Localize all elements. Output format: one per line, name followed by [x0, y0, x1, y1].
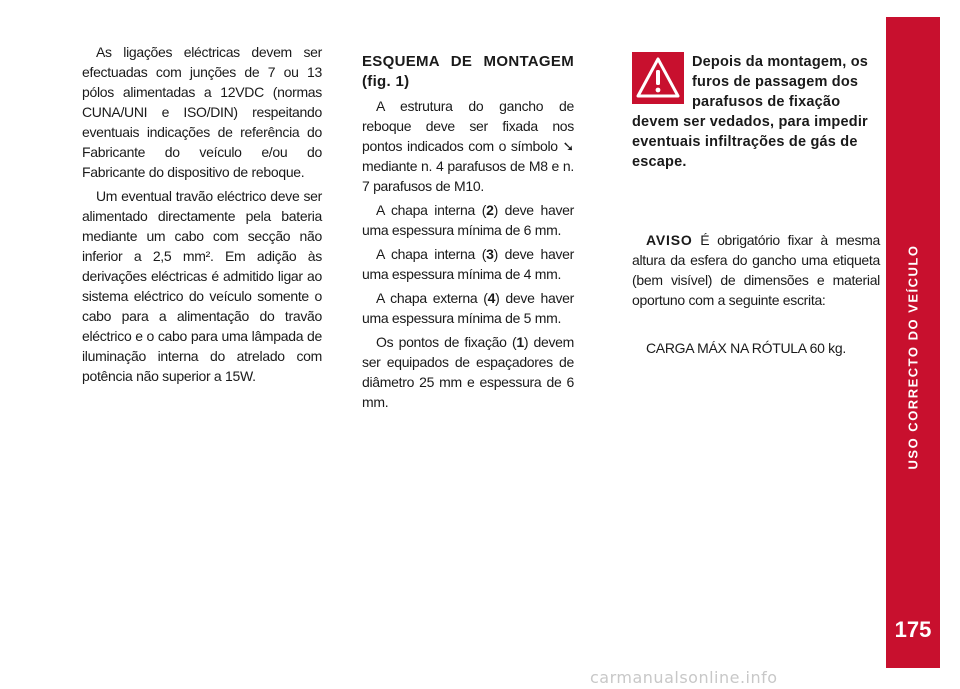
page-number: 175 — [894, 617, 932, 642]
column-left — [82, 42, 322, 386]
watermark: carmanualsonline.info — [590, 668, 778, 687]
paragraph-electrical-connections: As ligações eléctricas devem ser efectuadas com junções de 7 ou 13 pólos alimentadas a 12VDC (normas CUNA/UNI e ISO/DIN) respeitando eventuais indicações de referência do Fabricante do veículo e/ou do Fabricante do dispositivo de reboque. — [82, 44, 322, 180]
paragraph-fixing-points: Os pontos de fixação (1) devem ser equipados de espaçadores de diâmetro 25 mm e espessura de 6 mm. — [362, 334, 574, 410]
paragraph-plate-3: A chapa interna (3) deve haver uma espessura mínima de 4 mm. — [362, 246, 574, 282]
column-middle — [362, 52, 574, 412]
warning-box — [632, 52, 880, 172]
paragraph-electric-brake: Um eventual travão eléctrico deve ser alimentado directamente pela bateria mediante um cabo com secção não inferior a 2,5 mm². Em adição às derivações eléctricas é admitido ligar ao sistema eléctrico do veículo somente o cabo para a alimentação do travão eléctrico e o cabo para uma lâmpada de iluminação interna do atrelado com potência não superior a 15W. — [82, 188, 322, 384]
aviso-text: É obrigatório fixar à mesma altura da esfera do gancho uma etiqueta (bem visível) de dimensões e material oportuno com a seguinte escrita: — [632, 232, 880, 308]
aviso-label: AVISO — [646, 232, 693, 248]
column-right — [632, 52, 880, 358]
warning-text: Depois da montagem, os furos de passagem dos parafusos de fixação devem ser vedados, para impedir eventuais infiltrações de gás de escape. — [632, 54, 869, 170]
section-heading: ESQUEMA DE MONTAGEM (fig. 1) — [362, 53, 574, 90]
paragraph-aviso — [632, 230, 880, 310]
paragraph-plate-2: A chapa interna (2) deve haver uma espessura mínima de 6 mm. — [362, 202, 574, 238]
warning-triangle-icon — [632, 52, 684, 104]
paragraph-plate-4: A chapa externa (4) deve haver uma espessura mínima de 5 mm. — [362, 290, 574, 326]
paragraph-structure: A estrutura do gancho de reboque deve ser fixada nos pontos indicados com o símbolo ➘ mediante n. 4 parafusos de M8 e n. 7 parafusos de M10. — [362, 98, 574, 194]
section-sidebar — [886, 17, 940, 668]
label-text: CARGA MÁX NA RÓTULA 60 kg. — [646, 340, 846, 356]
sidebar-section-title: USO CORRECTO DO VEÍCULO — [905, 244, 921, 470]
